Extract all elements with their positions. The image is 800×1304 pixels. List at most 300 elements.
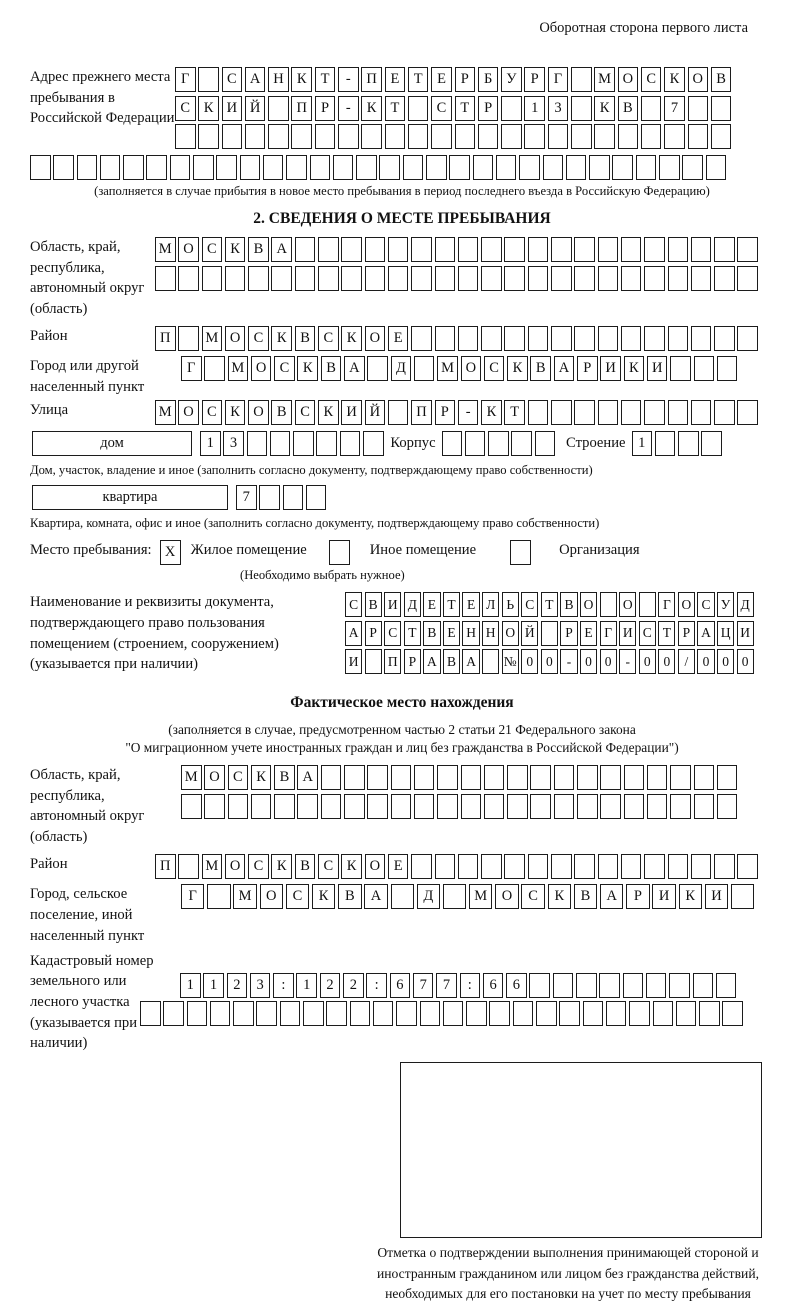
char-cell[interactable] [321,765,342,790]
char-cell[interactable] [146,155,167,180]
stay-type-checkbox-organization[interactable] [510,540,531,565]
char-cell[interactable] [295,237,316,262]
char-cell[interactable] [606,1001,627,1026]
char-cell[interactable]: Л [482,592,499,617]
char-cell[interactable] [571,67,592,92]
char-cell[interactable]: К [297,356,318,381]
char-cell[interactable] [551,237,572,262]
char-cell[interactable] [443,884,466,909]
char-cell[interactable] [170,155,191,180]
char-cell[interactable] [458,237,479,262]
char-cell[interactable]: С [274,356,295,381]
char-cell[interactable]: В [443,649,460,674]
char-cell[interactable]: К [507,356,528,381]
char-cell[interactable]: Т [315,67,336,92]
char-cell[interactable] [361,124,382,149]
char-cell[interactable] [178,266,199,291]
char-cell[interactable]: Р [560,621,577,646]
char-cell[interactable] [691,326,712,351]
char-cell[interactable] [461,765,482,790]
char-cell[interactable] [543,155,564,180]
char-cell[interactable]: В [423,621,440,646]
char-cell[interactable] [722,1001,743,1026]
char-cell[interactable]: Н [482,621,499,646]
char-cell[interactable] [367,356,388,381]
char-cell[interactable]: 2 [227,973,248,998]
char-cell[interactable] [193,155,214,180]
char-cell[interactable]: Р [626,884,649,909]
char-cell[interactable]: Р [678,621,695,646]
char-cell[interactable] [268,96,289,121]
char-cell[interactable]: Г [181,884,204,909]
char-cell[interactable] [676,1001,697,1026]
char-cell[interactable] [318,266,339,291]
char-cell[interactable]: К [271,854,292,879]
char-cell[interactable] [30,155,51,180]
char-cell[interactable] [507,794,528,819]
char-cell[interactable]: 6 [506,973,527,998]
char-cell[interactable] [207,884,230,909]
char-cell[interactable]: А [600,884,623,909]
char-cell[interactable] [204,794,225,819]
char-cell[interactable] [283,485,304,510]
char-cell[interactable]: С [639,621,656,646]
char-cell[interactable] [574,326,595,351]
char-cell[interactable]: Р [524,67,545,92]
char-cell[interactable]: И [341,400,362,425]
char-cell[interactable] [363,431,384,456]
char-cell[interactable]: Е [431,67,452,92]
char-cell[interactable] [326,1001,347,1026]
char-cell[interactable]: 0 [521,649,538,674]
char-cell[interactable]: 1 [200,431,221,456]
char-cell[interactable]: Р [404,649,421,674]
char-cell[interactable]: К [251,765,272,790]
char-cell[interactable] [530,794,551,819]
char-cell[interactable]: И [652,884,675,909]
char-cell[interactable]: О [260,884,283,909]
char-cell[interactable] [256,1001,277,1026]
char-cell[interactable] [528,266,549,291]
char-cell[interactable] [391,794,412,819]
char-cell[interactable]: В [711,67,732,92]
char-cell[interactable] [248,266,269,291]
char-cell[interactable]: М [202,854,223,879]
char-cell[interactable] [435,854,456,879]
char-cell[interactable] [644,237,665,262]
char-cell[interactable] [458,854,479,879]
char-cell[interactable] [655,431,676,456]
char-cell[interactable]: О [204,765,225,790]
char-cell[interactable] [551,326,572,351]
char-cell[interactable]: К [664,67,685,92]
char-cell[interactable] [391,884,414,909]
char-cell[interactable] [350,1001,371,1026]
char-cell[interactable]: 7 [436,973,457,998]
char-cell[interactable]: 7 [236,485,257,510]
char-cell[interactable] [338,124,359,149]
char-cell[interactable] [414,356,435,381]
char-cell[interactable] [694,794,715,819]
char-cell[interactable] [228,794,249,819]
char-cell[interactable] [524,124,545,149]
char-cell[interactable] [388,266,409,291]
char-cell[interactable] [598,326,619,351]
char-cell[interactable]: - [619,649,636,674]
char-cell[interactable]: Р [315,96,336,121]
char-cell[interactable] [691,266,712,291]
char-cell[interactable]: : [273,973,294,998]
char-cell[interactable] [548,124,569,149]
char-cell[interactable] [528,326,549,351]
char-cell[interactable] [408,124,429,149]
char-cell[interactable] [528,400,549,425]
char-cell[interactable]: Д [737,592,754,617]
char-cell[interactable]: М [437,356,458,381]
char-cell[interactable] [599,973,620,998]
char-cell[interactable]: К [318,400,339,425]
char-cell[interactable] [530,765,551,790]
char-cell[interactable]: С [484,356,505,381]
char-cell[interactable] [559,1001,580,1026]
char-cell[interactable] [341,237,362,262]
char-cell[interactable]: Г [658,592,675,617]
char-cell[interactable] [466,1001,487,1026]
char-cell[interactable]: 2 [343,973,364,998]
char-cell[interactable]: Е [385,67,406,92]
char-cell[interactable] [295,266,316,291]
char-cell[interactable]: О [178,400,199,425]
char-cell[interactable]: П [155,854,176,879]
char-cell[interactable] [293,431,314,456]
char-cell[interactable]: / [678,649,695,674]
char-cell[interactable] [163,1001,184,1026]
char-cell[interactable]: Й [521,621,538,646]
char-cell[interactable] [178,326,199,351]
char-cell[interactable] [240,155,261,180]
char-cell[interactable] [600,592,617,617]
char-cell[interactable] [639,592,656,617]
char-cell[interactable] [670,794,691,819]
char-cell[interactable]: И [647,356,668,381]
char-cell[interactable] [431,124,452,149]
char-cell[interactable]: № [502,649,519,674]
char-cell[interactable] [519,155,540,180]
char-cell[interactable]: И [345,649,362,674]
char-cell[interactable]: В [271,400,292,425]
char-cell[interactable] [644,266,665,291]
char-cell[interactable] [504,266,525,291]
char-cell[interactable] [598,266,619,291]
char-cell[interactable]: С [521,592,538,617]
char-cell[interactable] [693,973,714,998]
char-cell[interactable]: Т [504,400,525,425]
char-cell[interactable] [714,326,735,351]
char-cell[interactable] [268,124,289,149]
char-cell[interactable] [551,400,572,425]
char-cell[interactable] [501,96,522,121]
char-cell[interactable] [187,1001,208,1026]
char-cell[interactable] [629,1001,650,1026]
char-cell[interactable] [577,794,598,819]
char-cell[interactable]: Г [181,356,202,381]
char-cell[interactable] [77,155,98,180]
char-cell[interactable]: 7 [413,973,434,998]
char-cell[interactable]: - [560,649,577,674]
char-cell[interactable]: А [554,356,575,381]
char-cell[interactable] [204,356,225,381]
char-cell[interactable] [482,649,499,674]
char-cell[interactable] [688,96,709,121]
char-cell[interactable]: Ц [717,621,734,646]
char-cell[interactable]: С [202,237,223,262]
char-cell[interactable] [365,649,382,674]
char-cell[interactable]: 1 [203,973,224,998]
char-cell[interactable] [373,1001,394,1026]
char-cell[interactable]: А [344,356,365,381]
char-cell[interactable] [535,431,556,456]
char-cell[interactable] [716,973,737,998]
char-cell[interactable]: М [233,884,256,909]
char-cell[interactable]: 3 [548,96,569,121]
char-cell[interactable] [554,794,575,819]
char-cell[interactable] [566,155,587,180]
char-cell[interactable]: Е [388,326,409,351]
char-cell[interactable]: К [198,96,219,121]
char-cell[interactable] [100,155,121,180]
char-cell[interactable] [691,400,712,425]
char-cell[interactable] [198,67,219,92]
char-cell[interactable]: 7 [664,96,685,121]
char-cell[interactable]: Д [417,884,440,909]
char-cell[interactable] [653,1001,674,1026]
char-cell[interactable] [356,155,377,180]
char-cell[interactable]: 3 [223,431,244,456]
char-cell[interactable] [414,794,435,819]
char-cell[interactable]: К [624,356,645,381]
char-cell[interactable] [123,155,144,180]
char-cell[interactable] [488,431,509,456]
char-cell[interactable] [737,854,758,879]
char-cell[interactable]: 1 [296,973,317,998]
char-cell[interactable]: О [248,400,269,425]
stay-type-checkbox-residential[interactable]: X [160,540,181,565]
char-cell[interactable]: С [521,884,544,909]
char-cell[interactable] [473,155,494,180]
char-cell[interactable]: В [560,592,577,617]
char-cell[interactable] [455,124,476,149]
char-cell[interactable] [623,973,644,998]
char-cell[interactable] [181,794,202,819]
char-cell[interactable]: 1 [632,431,653,456]
char-cell[interactable]: К [271,326,292,351]
char-cell[interactable] [280,1001,301,1026]
char-cell[interactable] [247,431,268,456]
char-cell[interactable]: О [225,854,246,879]
char-cell[interactable] [647,794,668,819]
char-cell[interactable] [489,1001,510,1026]
char-cell[interactable]: К [361,96,382,121]
char-cell[interactable] [646,973,667,998]
char-cell[interactable] [714,400,735,425]
char-cell[interactable]: Т [408,67,429,92]
char-cell[interactable] [737,266,758,291]
char-cell[interactable]: О [580,592,597,617]
char-cell[interactable]: 0 [600,649,617,674]
char-cell[interactable]: 1 [524,96,545,121]
char-cell[interactable]: О [178,237,199,262]
char-cell[interactable] [647,765,668,790]
char-cell[interactable]: И [619,621,636,646]
char-cell[interactable]: В [574,884,597,909]
char-cell[interactable]: С [222,67,243,92]
char-cell[interactable]: А [462,649,479,674]
char-cell[interactable] [365,266,386,291]
char-cell[interactable] [251,794,272,819]
char-cell[interactable] [668,237,689,262]
char-cell[interactable] [385,124,406,149]
char-cell[interactable] [717,794,738,819]
char-cell[interactable] [270,431,291,456]
char-cell[interactable] [737,400,758,425]
char-cell[interactable]: А [297,765,318,790]
char-cell[interactable]: И [600,356,621,381]
char-cell[interactable] [341,266,362,291]
char-cell[interactable] [365,237,386,262]
char-cell[interactable] [271,266,292,291]
char-cell[interactable] [344,765,365,790]
char-cell[interactable]: : [366,973,387,998]
char-cell[interactable]: - [338,67,359,92]
char-cell[interactable]: О [618,67,639,92]
char-cell[interactable] [411,326,432,351]
char-cell[interactable] [507,765,528,790]
char-cell[interactable] [286,155,307,180]
char-cell[interactable] [589,155,610,180]
char-cell[interactable] [333,155,354,180]
char-cell[interactable] [481,237,502,262]
char-cell[interactable]: 6 [390,973,411,998]
char-cell[interactable]: Т [541,592,558,617]
char-cell[interactable]: Е [462,592,479,617]
char-cell[interactable]: Р [365,621,382,646]
char-cell[interactable] [701,431,722,456]
char-cell[interactable] [426,155,447,180]
char-cell[interactable]: К [225,237,246,262]
char-cell[interactable]: П [361,67,382,92]
char-cell[interactable] [501,124,522,149]
char-cell[interactable] [443,1001,464,1026]
char-cell[interactable]: П [384,649,401,674]
char-cell[interactable]: Е [443,621,460,646]
char-cell[interactable]: И [222,96,243,121]
char-cell[interactable] [699,1001,720,1026]
char-cell[interactable] [644,854,665,879]
char-cell[interactable] [691,237,712,262]
char-cell[interactable] [53,155,74,180]
char-cell[interactable]: К [291,67,312,92]
char-cell[interactable] [678,431,699,456]
char-cell[interactable] [594,124,615,149]
char-cell[interactable]: Д [404,592,421,617]
char-cell[interactable] [222,124,243,149]
char-cell[interactable] [442,431,463,456]
char-cell[interactable] [216,155,237,180]
char-cell[interactable]: Й [365,400,386,425]
char-cell[interactable] [598,400,619,425]
char-cell[interactable] [367,765,388,790]
char-cell[interactable] [202,266,223,291]
char-cell[interactable] [458,326,479,351]
char-cell[interactable]: Т [455,96,476,121]
char-cell[interactable]: 6 [483,973,504,998]
char-cell[interactable] [391,765,412,790]
char-cell[interactable] [571,124,592,149]
char-cell[interactable]: А [345,621,362,646]
char-cell[interactable]: Е [423,592,440,617]
char-cell[interactable] [379,155,400,180]
char-cell[interactable]: Г [548,67,569,92]
char-cell[interactable]: М [155,237,176,262]
char-cell[interactable] [621,266,642,291]
char-cell[interactable] [318,237,339,262]
char-cell[interactable] [577,765,598,790]
char-cell[interactable] [504,237,525,262]
char-cell[interactable]: 0 [697,649,714,674]
char-cell[interactable] [574,237,595,262]
char-cell[interactable] [574,266,595,291]
char-cell[interactable]: Т [658,621,675,646]
char-cell[interactable] [263,155,284,180]
char-cell[interactable]: С [641,67,662,92]
char-cell[interactable] [636,155,657,180]
char-cell[interactable]: М [594,67,615,92]
char-cell[interactable] [551,266,572,291]
char-cell[interactable]: К [594,96,615,121]
char-cell[interactable] [303,1001,324,1026]
char-cell[interactable] [388,400,409,425]
char-cell[interactable] [155,266,176,291]
char-cell[interactable] [449,155,470,180]
char-cell[interactable] [411,266,432,291]
char-cell[interactable] [504,854,525,879]
char-cell[interactable]: О [461,356,482,381]
char-cell[interactable] [513,1001,534,1026]
char-cell[interactable]: К [341,326,362,351]
char-cell[interactable] [668,326,689,351]
char-cell[interactable] [641,124,662,149]
char-cell[interactable]: О [225,326,246,351]
char-cell[interactable]: - [458,400,479,425]
char-cell[interactable] [621,326,642,351]
char-cell[interactable] [388,237,409,262]
char-cell[interactable] [198,124,219,149]
stay-type-checkbox-other-premises[interactable] [329,540,350,565]
char-cell[interactable]: А [423,649,440,674]
char-cell[interactable]: К [481,400,502,425]
char-cell[interactable] [435,326,456,351]
char-cell[interactable] [528,237,549,262]
char-cell[interactable]: Г [175,67,196,92]
char-cell[interactable]: 1 [180,973,201,998]
char-cell[interactable] [178,854,199,879]
char-cell[interactable]: М [155,400,176,425]
char-cell[interactable] [669,973,690,998]
char-cell[interactable] [437,794,458,819]
char-cell[interactable] [233,1001,254,1026]
char-cell[interactable]: В [295,854,316,879]
char-cell[interactable] [670,765,691,790]
